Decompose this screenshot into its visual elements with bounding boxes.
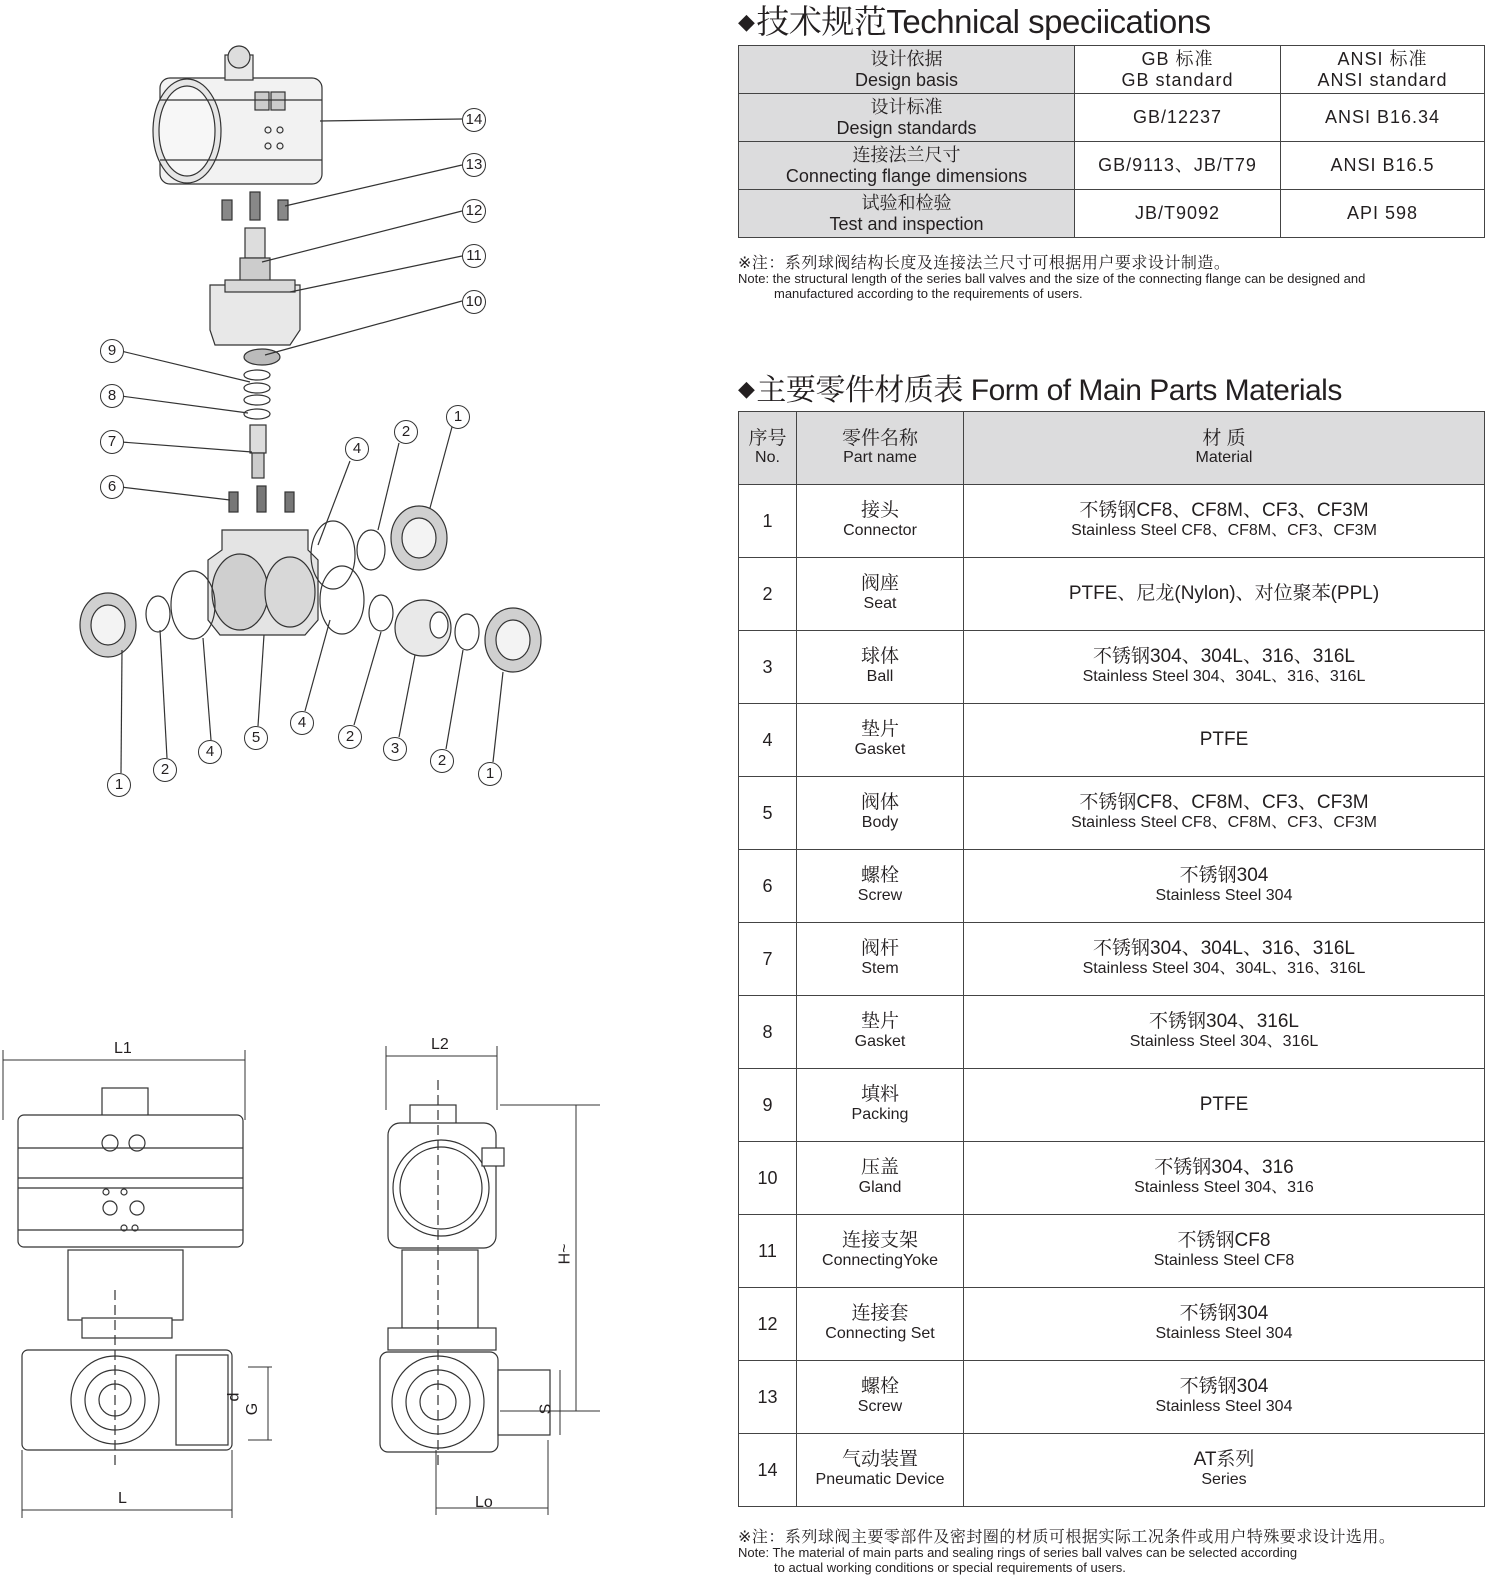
part-name <box>797 704 964 777</box>
table-row <box>739 1215 1485 1288</box>
part-name <box>797 631 964 704</box>
part-material <box>964 558 1485 631</box>
part-material-zh: 不锈钢304 <box>1179 1376 1269 1397</box>
part-name-zh: 球体 <box>860 646 899 667</box>
spec-label-en: Test and inspection <box>829 213 984 234</box>
materials-table <box>738 411 1485 1507</box>
part-name-zh: 垫片 <box>860 719 899 740</box>
part-name <box>797 996 964 1069</box>
spec-label-en: Design basis <box>854 69 959 90</box>
dim-d: d <box>225 1392 243 1402</box>
dim-G: G <box>244 1402 262 1416</box>
part-name <box>797 558 964 631</box>
part-material-zh: PTFE、尼龙(Nylon)、对位聚苯(PPL) <box>1068 583 1380 604</box>
callout-4-mid: 4 <box>290 711 314 735</box>
spec-label-zh: 连接法兰尺寸 <box>852 144 961 165</box>
part-name-zh: 阀座 <box>860 573 899 594</box>
part-name-en: Pneumatic Device <box>815 1471 945 1488</box>
table-row <box>739 631 1485 704</box>
part-material-zh: 不锈钢304 <box>1179 1303 1269 1324</box>
materials-body <box>739 485 1485 1507</box>
part-name <box>797 1142 964 1215</box>
dim-S: S <box>537 1403 555 1415</box>
part-name <box>797 1069 964 1142</box>
part-no: 8 <box>739 996 797 1069</box>
part-material-en: Stainless Steel 304、304L、316、316L <box>1082 960 1366 977</box>
spec-ansi: ANSI B16.5 <box>1281 142 1485 190</box>
part-no: 5 <box>739 777 797 850</box>
table-row <box>739 46 1485 94</box>
dim-H: ~H <box>554 1243 572 1265</box>
header-name-en: Part name <box>843 449 917 466</box>
part-name-zh: 连接支架 <box>841 1230 918 1251</box>
part-name <box>797 485 964 558</box>
part-name-en: Body <box>861 814 899 831</box>
part-material <box>964 1288 1485 1361</box>
header-no-zh: 序号 <box>748 428 787 449</box>
callout-14: 14 <box>462 108 486 132</box>
callout-1-top: 1 <box>446 405 470 429</box>
note-en-2: to actual working conditions or special requirements of users. <box>774 1560 1126 1575</box>
part-name-zh: 阀杆 <box>860 938 899 959</box>
part-material <box>964 923 1485 996</box>
part-name-en: Connecting Set <box>825 1325 935 1342</box>
callout-7: 7 <box>100 430 124 454</box>
part-name-en: ConnectingYoke <box>822 1252 938 1269</box>
tech-spec-table <box>738 45 1485 238</box>
table-row <box>739 485 1485 558</box>
part-name-en: Gasket <box>854 1033 906 1050</box>
callout-13: 13 <box>462 153 486 177</box>
part-name <box>797 1434 964 1507</box>
materials-note <box>738 1530 1395 1575</box>
spec-gb: GB/12237 <box>1075 94 1281 142</box>
part-material <box>964 1361 1485 1434</box>
part-name <box>797 850 964 923</box>
part-material-en: Stainless Steel 304、316 <box>1134 1179 1314 1196</box>
part-name <box>797 1215 964 1288</box>
part-material <box>964 1215 1485 1288</box>
part-name-en: Screw <box>857 887 903 904</box>
spec-label <box>739 94 1075 142</box>
tech-spec-title: 技术规范Technical speciications <box>756 3 1211 40</box>
spec-ansi <box>1281 46 1485 94</box>
part-name-zh: 气动装置 <box>841 1449 918 1470</box>
part-material-zh: 不锈钢CF8 <box>1177 1230 1271 1251</box>
spec-label-zh: 设计依据 <box>870 48 943 69</box>
table-row <box>739 1361 1485 1434</box>
table-row <box>739 190 1485 238</box>
part-no: 14 <box>739 1434 797 1507</box>
part-material-zh: 不锈钢304、304L、316、316L <box>1093 646 1355 667</box>
callout-8: 8 <box>100 384 124 408</box>
callout-2-top: 2 <box>394 420 418 444</box>
part-material-en: Stainless Steel 304 <box>1155 1398 1293 1415</box>
part-material <box>964 996 1485 1069</box>
part-no: 11 <box>739 1215 797 1288</box>
part-name-zh: 螺栓 <box>860 1376 899 1397</box>
callout-3: 3 <box>383 737 407 761</box>
materials-title: 主要零件材质表 Form of Main Parts Materials <box>756 374 1342 407</box>
table-row <box>739 1069 1485 1142</box>
header-material <box>964 412 1485 485</box>
callout-4-top: 4 <box>345 437 369 461</box>
dim-L1: L1 <box>114 1040 132 1057</box>
note-zh: ※注：系列球阀结构长度及连接法兰尺寸可根据用户要求设计制造。 <box>738 255 1231 272</box>
note-en-1: Note: the structural length of the series ball valves and the size of the connecting flange can be designed and <box>738 271 1366 286</box>
part-no: 6 <box>739 850 797 923</box>
spec-gb-zh: GB 标准 <box>1141 48 1214 69</box>
note-en-2: manufactured according to the requirements of users. <box>774 286 1083 301</box>
callout-2-mid: 2 <box>338 725 362 749</box>
part-name-zh: 填料 <box>860 1084 899 1105</box>
front-view-drawing <box>3 1050 272 1518</box>
part-material-en: Stainless Steel 304、304L、316、316L <box>1082 668 1366 685</box>
side-view-drawing <box>380 1046 600 1515</box>
spec-label-zh: 试验和检验 <box>861 192 952 213</box>
table-row <box>739 777 1485 850</box>
dim-L2: L2 <box>431 1036 449 1053</box>
header-no-en: No. <box>755 449 780 466</box>
table-row <box>739 923 1485 996</box>
part-material-zh: PTFE <box>1199 729 1249 750</box>
part-name-en: Stem <box>861 960 899 977</box>
part-material <box>964 631 1485 704</box>
note-zh: ※注：系列球阀主要零部件及密封圈的材质可根据实际工况条件或用户特殊要求设计选用。 <box>738 1529 1396 1546</box>
tech-spec-heading <box>738 0 1211 43</box>
part-material-zh: PTFE <box>1199 1094 1249 1115</box>
table-row <box>739 704 1485 777</box>
spec-label-en: Design standards <box>836 117 977 138</box>
materials-heading <box>738 365 1342 409</box>
part-material-en: Stainless Steel CF8、CF8M、CF3、CF3M <box>1071 522 1377 539</box>
part-material <box>964 704 1485 777</box>
part-name-en: Connector <box>843 522 917 539</box>
part-material-zh: 不锈钢304、316L <box>1149 1011 1299 1032</box>
callout-5: 5 <box>244 726 268 750</box>
spec-label-zh: 设计标准 <box>870 96 943 117</box>
part-name-en: Packing <box>851 1106 909 1123</box>
part-name <box>797 923 964 996</box>
part-material-en: Stainless Steel 304 <box>1155 887 1293 904</box>
part-name <box>797 777 964 850</box>
callout-12: 12 <box>462 199 486 223</box>
callout-11: 11 <box>462 244 486 268</box>
header-name <box>797 412 964 485</box>
part-material-zh: 不锈钢304、304L、316、316L <box>1093 938 1355 959</box>
table-row <box>739 1142 1485 1215</box>
spec-ansi: API 598 <box>1281 190 1485 238</box>
dim-Lo: Lo <box>475 1494 493 1511</box>
part-name-en: Ball <box>866 668 894 685</box>
diamond-icon: ◆ <box>738 376 755 401</box>
header-material-zh: 材 质 <box>1202 428 1246 449</box>
callout-1-left: 1 <box>107 773 131 797</box>
part-no: 7 <box>739 923 797 996</box>
part-no: 4 <box>739 704 797 777</box>
callout-1-right: 1 <box>478 762 502 786</box>
part-material-en: Stainless Steel CF8、CF8M、CF3、CF3M <box>1071 814 1377 831</box>
callout-9: 9 <box>100 339 124 363</box>
part-material <box>964 1434 1485 1507</box>
spec-gb-en: GB standard <box>1121 69 1234 90</box>
diamond-icon: ◆ <box>738 9 755 34</box>
part-no: 2 <box>739 558 797 631</box>
part-material-zh: 不锈钢CF8、CF8M、CF3、CF3M <box>1079 500 1369 521</box>
callout-2-left: 2 <box>153 758 177 782</box>
callout-6: 6 <box>100 475 124 499</box>
table-row <box>739 850 1485 923</box>
part-name <box>797 1361 964 1434</box>
part-name-en: Screw <box>857 1398 903 1415</box>
spec-label <box>739 190 1075 238</box>
part-material-zh: 不锈钢CF8、CF8M、CF3、CF3M <box>1079 792 1369 813</box>
table-row <box>739 1288 1485 1361</box>
part-no: 13 <box>739 1361 797 1434</box>
spec-label <box>739 142 1075 190</box>
part-no: 3 <box>739 631 797 704</box>
table-row <box>739 996 1485 1069</box>
callout-10: 10 <box>462 290 486 314</box>
part-material <box>964 1142 1485 1215</box>
table-row <box>739 94 1485 142</box>
valve-drawing <box>0 0 700 1583</box>
note-en-1: Note: The material of main parts and sealing rings of series ball valves can be selected according <box>738 1545 1298 1560</box>
table-header-row <box>739 412 1485 485</box>
spec-gb: GB/9113、JB/T79 <box>1075 142 1281 190</box>
table-row <box>739 558 1485 631</box>
header-material-en: Material <box>1195 449 1253 466</box>
part-name-zh: 连接套 <box>851 1303 909 1324</box>
actuator-drawing <box>153 46 322 184</box>
part-material-en: Stainless Steel 304、316L <box>1129 1033 1319 1050</box>
part-name-zh: 接头 <box>860 500 899 521</box>
part-name-zh: 阀体 <box>860 792 899 813</box>
part-name-zh: 螺栓 <box>860 865 899 886</box>
part-material <box>964 850 1485 923</box>
callout-4-left: 4 <box>198 740 222 764</box>
part-material-en: Stainless Steel CF8 <box>1153 1252 1295 1269</box>
part-no: 10 <box>739 1142 797 1215</box>
part-material-zh: AT系列 <box>1193 1449 1255 1470</box>
part-no: 1 <box>739 485 797 558</box>
part-material-zh: 不锈钢304 <box>1179 865 1269 886</box>
part-name <box>797 1288 964 1361</box>
part-material <box>964 485 1485 558</box>
spec-ansi: ANSI B16.34 <box>1281 94 1485 142</box>
table-row <box>739 142 1485 190</box>
part-material-zh: 不锈钢304、316 <box>1154 1157 1294 1178</box>
part-material-en: Stainless Steel 304 <box>1155 1325 1293 1342</box>
part-name-zh: 垫片 <box>860 1011 899 1032</box>
dim-L: L <box>118 1490 127 1507</box>
spec-ansi-zh: ANSI 标准 <box>1337 48 1428 69</box>
callout-2-right: 2 <box>430 749 454 773</box>
spec-label <box>739 46 1075 94</box>
part-material <box>964 777 1485 850</box>
spec-gb <box>1075 46 1281 94</box>
table-row <box>739 1434 1485 1507</box>
header-no <box>739 412 797 485</box>
part-name-zh: 压盖 <box>860 1157 899 1178</box>
spec-gb: JB/T9092 <box>1075 190 1281 238</box>
part-no: 9 <box>739 1069 797 1142</box>
part-material-en: Series <box>1201 1471 1247 1488</box>
spec-label-en: Connecting flange dimensions <box>785 165 1028 186</box>
part-material <box>964 1069 1485 1142</box>
part-no: 12 <box>739 1288 797 1361</box>
part-name-en: Seat <box>863 595 897 612</box>
header-name-zh: 零件名称 <box>841 428 918 449</box>
spec-ansi-en: ANSI standard <box>1317 69 1448 90</box>
part-name-en: Gasket <box>854 741 906 758</box>
part-name-en: Gland <box>858 1179 902 1196</box>
tech-spec-note <box>738 256 1365 301</box>
